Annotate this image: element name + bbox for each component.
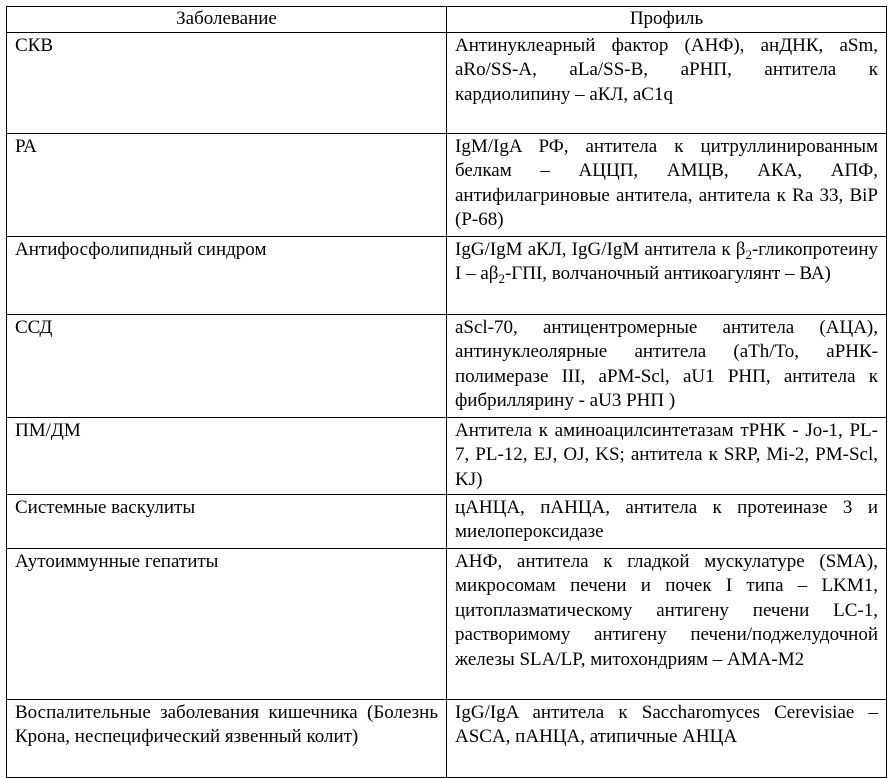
- header-disease: Заболевание: [7, 7, 447, 33]
- disease-cell: ПМ/ДМ: [7, 417, 447, 494]
- disease-cell: Аутоиммунные гепатиты: [7, 548, 447, 699]
- profile-cell: Антитела к аминоацилсинтетазам тРНК - Jo-1, PL-7, PL-12, EJ, OJ, KS; антитела к SRP, Mi-2, PM-Scl, KJ): [447, 417, 887, 494]
- disease-cell: Антифосфолипидный синдром: [7, 236, 447, 314]
- disease-cell: РА: [7, 133, 447, 236]
- profile-cell: IgM/IgA РФ, антитела к цитруллинированным белкам – АЦЦП, АМЦВ, АКА, АПФ, антифилагриновые антитела, антитела к Ra 33, BiP (P-68): [447, 133, 887, 236]
- header-profile: Профиль: [447, 7, 887, 33]
- table-row: [7, 133, 887, 236]
- disease-cell: Системные васкулиты: [7, 494, 447, 548]
- table-row: [7, 548, 887, 699]
- subscript: 2: [745, 246, 752, 262]
- disease-cell: СКВ: [7, 32, 447, 133]
- table-header-row: [7, 7, 887, 33]
- subscript: 2: [498, 271, 505, 286]
- profile-cell: IgG/IgA антитела к Saccharomyces Cerevisiae – ASCA, пАНЦА, атипичные АНЦА: [447, 699, 887, 777]
- table-row: [7, 236, 887, 314]
- profile-cell: aScl-70, антицентромерные антитела (АЦА), антинуклеолярные антитела (aTh/To, aРНК-полимеразе III, aPM-Scl, aU1 РНП, антитела к фибриллярину - aU3 РНП ): [447, 314, 887, 417]
- disease-profile-table: [6, 6, 887, 778]
- profile-cell: Антинуклеарный фактор (АНФ), анДНК, aSm, aRo/SS-A, aLa/SS-B, aРНП, антитела к кардиолипину – аКЛ, aC1q: [447, 32, 887, 133]
- profile-text-part: IgG/IgM аКЛ, IgG/IgM антитела к β: [455, 238, 746, 260]
- profile-text-part: -гликопротеину I – аβ: [455, 238, 878, 284]
- table-row: [7, 417, 887, 494]
- table-row: [7, 699, 887, 777]
- table-row: [7, 494, 887, 548]
- profile-cell: АНФ, антитела к гладкой мускулатуре (SMA), микросомам печени и почек I типа – LKM1, цитоплазматическому антигену печени LC-1, растворимому антигену печени/поджелудочной железы SLA/LP, митохондриям – AMA-M2: [447, 548, 887, 699]
- disease-cell: Воспалительные заболевания кишечника (Болезнь Крона, неспецифический язвенный колит): [7, 699, 447, 777]
- table-row: [7, 32, 887, 133]
- profile-cell: [447, 236, 887, 314]
- table-row: [7, 314, 887, 417]
- profile-text-part: -ГПI, волчаночный антикоагулянт – ВА): [504, 263, 831, 284]
- disease-cell: ССД: [7, 314, 447, 417]
- profile-cell: цАНЦА, пАНЦА, антитела к протеиназе 3 и миелопероксидазе: [447, 494, 887, 548]
